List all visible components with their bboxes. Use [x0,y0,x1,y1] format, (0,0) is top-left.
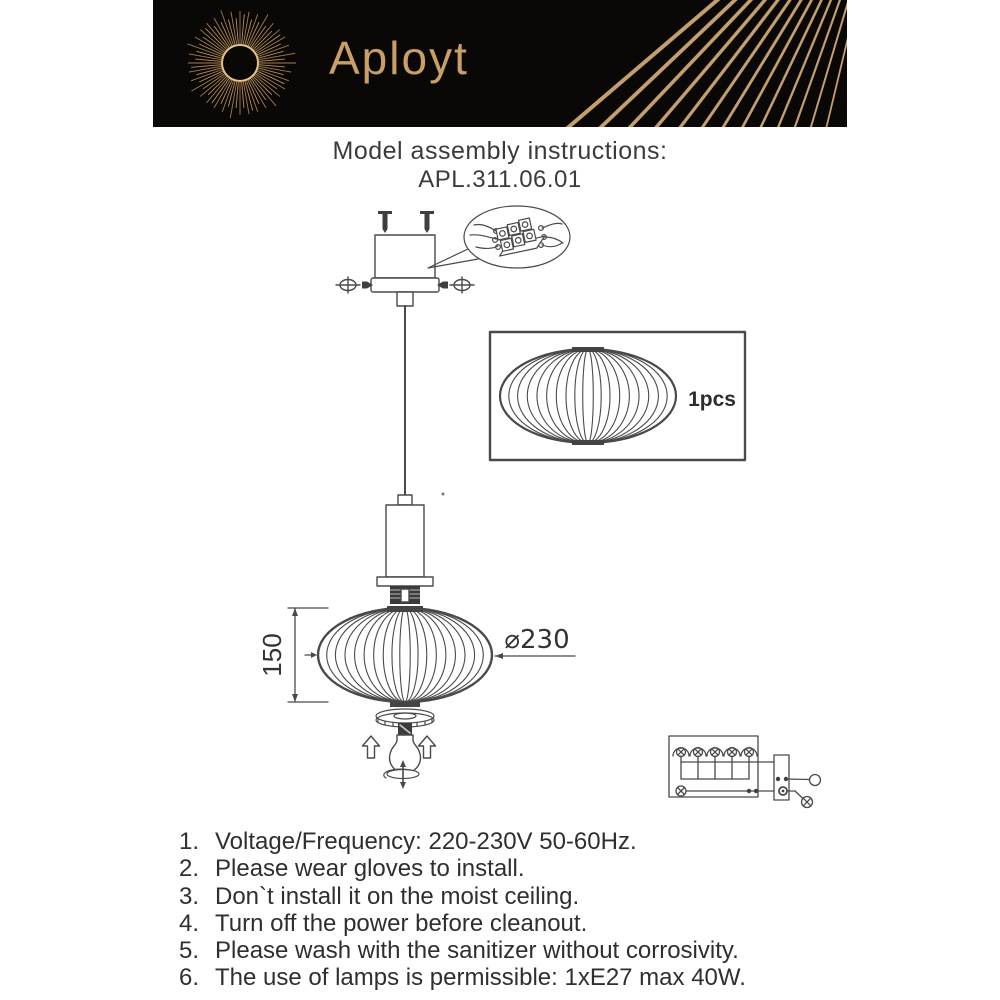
side-screw-right-icon [437,277,474,293]
mounting-screws-icon [378,211,434,233]
list-item [179,910,746,937]
sheet-title: Model assembly instructions: [332,137,668,165]
brand-name: Aployt [329,32,469,84]
list-item [179,855,746,882]
junction-icon [810,775,821,786]
item-number: 1. [179,828,200,855]
lamp-symbols [673,748,757,757]
item-number: 6. [179,964,200,992]
item-text: Voltage/Frequency: 220-230V 50-60Hz. [215,828,637,855]
socket-housing [377,495,433,604]
item-number: 5. [179,937,200,965]
side-screw-left-icon [336,277,373,293]
brand-header [153,0,847,127]
diameter-label: ⌀230 [504,625,570,655]
height-label: 150 [257,633,287,677]
instruction-list [179,828,746,992]
speck [442,493,445,496]
list-item [179,964,746,991]
list-item [179,883,746,910]
wiring-diagram [669,736,821,808]
quantity-label: 1pcs [688,388,736,411]
starburst-logo-icon [153,0,847,127]
model-number: APL.311.06.01 [418,166,582,193]
item-number: 4. [179,909,200,937]
item-text: Turn off the power before cleanout. [215,909,588,937]
assembly-diagram [250,195,870,815]
item-number: 3. [179,882,200,910]
item-text: The use of lamps is permissible: 1xE27 max 40W. [215,964,746,992]
item-number: 2. [179,855,200,883]
list-item [179,937,746,964]
item-text: Please wear gloves to install. [215,855,525,883]
item-text: Don`t install it on the moist ceiling. [215,882,580,910]
ceiling-canopy [336,211,474,306]
list-item [179,828,746,855]
item-text: Please wash with the sanitizer without corrosivity. [215,937,739,965]
terminal-block-callout [428,206,570,268]
shade-part-icon [500,349,676,443]
lamp-shade [318,608,492,702]
